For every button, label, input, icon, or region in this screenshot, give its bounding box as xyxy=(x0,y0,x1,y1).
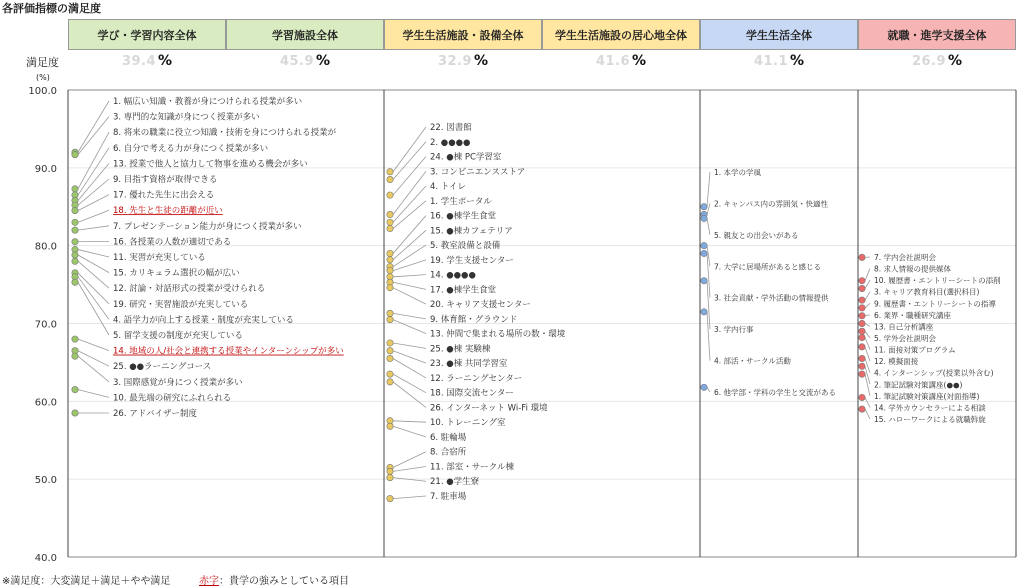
point-label: 7. 学内会社説明会 xyxy=(874,253,937,262)
data-point xyxy=(701,250,707,256)
data-point xyxy=(387,474,393,480)
data-point xyxy=(387,379,393,385)
data-point xyxy=(859,254,865,260)
leader-line xyxy=(393,288,426,304)
data-point xyxy=(387,284,393,290)
satisfaction-label: 満足度 xyxy=(26,56,59,69)
leader-line xyxy=(78,132,109,189)
point-label: 3. 専門的な知識が身につく授業が多い xyxy=(113,112,260,123)
leader-line xyxy=(78,277,109,320)
point-label: 22. 図書館 xyxy=(430,123,472,133)
satisfaction-number: 41.6 xyxy=(595,53,631,69)
leader-line xyxy=(393,186,426,222)
leader-line xyxy=(393,466,426,471)
leader-line xyxy=(78,148,109,195)
leader-line xyxy=(865,374,870,396)
footer-note xyxy=(2,572,349,587)
data-point xyxy=(387,169,393,175)
satisfaction-number: 39.4 xyxy=(121,53,157,69)
leader-line xyxy=(78,390,109,398)
point-label: 6. 他学部・学科の学生と交流がある xyxy=(714,388,837,397)
data-point xyxy=(387,176,393,182)
point-label: 1. 筆記試験対策講座(対面指導) xyxy=(874,391,980,401)
leader-line xyxy=(865,347,870,361)
leader-line xyxy=(865,269,870,281)
point-label: 18. 先生と生徒の距離が近い xyxy=(113,206,223,217)
point-label: 18. 国際交流センター xyxy=(430,388,514,399)
point-label: 3. 国際感覚が身につく授業が多い xyxy=(113,377,243,388)
point-label: 9. 体育館・グラウンド xyxy=(430,314,518,325)
leader-line xyxy=(78,179,109,205)
point-label: 3. コンビニエンスストア xyxy=(430,167,526,178)
leader-line xyxy=(78,273,109,304)
point-label: 25. ●棟 実験棟 xyxy=(430,344,491,355)
leader-line xyxy=(707,387,710,392)
data-point xyxy=(72,227,78,233)
data-point xyxy=(387,225,393,231)
leader-line xyxy=(78,255,109,273)
point-label: 15. カリキュラム選択の幅が広い xyxy=(113,268,240,279)
leader-line xyxy=(78,351,109,366)
point-label: 4. 部活・サークル活動 xyxy=(714,356,791,366)
leader-line xyxy=(78,226,109,230)
data-point xyxy=(701,309,707,315)
leader-line xyxy=(78,339,109,351)
point-label: 26. インターネット Wi-Fi 環境 xyxy=(430,403,548,414)
leader-line xyxy=(393,275,426,277)
leader-line xyxy=(393,496,426,499)
header-category-3: 学生生活施設・設備全体 xyxy=(384,19,542,50)
footer-definition: ※満足度：大変満足＋満足＋やや満足 xyxy=(2,576,171,587)
leader-line xyxy=(393,374,426,393)
point-label: 10. 履歴書・エントリーシートの添削 xyxy=(874,276,1001,286)
y-tick-label: 70.0 xyxy=(34,319,57,331)
data-point xyxy=(859,406,865,412)
data-point xyxy=(387,211,393,217)
data-point xyxy=(701,384,707,390)
leader-line xyxy=(78,195,109,211)
leader-line xyxy=(393,421,426,422)
leader-line xyxy=(393,260,426,271)
data-point xyxy=(72,252,78,258)
leader-line xyxy=(865,292,870,300)
leader-line xyxy=(393,127,426,172)
leader-line xyxy=(393,343,426,348)
leader-line xyxy=(865,359,870,373)
point-label: 8. 将来の職業に役立つ知識・技術を身につけられる授業が xyxy=(113,128,337,139)
leader-line xyxy=(865,338,870,350)
data-point xyxy=(72,151,78,157)
data-point xyxy=(72,336,78,342)
data-point xyxy=(859,355,865,361)
data-point xyxy=(387,340,393,346)
point-label: 11. 面接対策プログラム xyxy=(874,345,956,355)
y-tick-label: 80.0 xyxy=(34,241,57,253)
point-label: 3. キャリア教育科目(選択科目) xyxy=(874,287,980,297)
point-label: 15. ●棟カフェテリア xyxy=(430,226,513,237)
point-label: 14. 地域の人/社会と連携する授業やインターンシップが多い xyxy=(113,346,344,357)
data-point xyxy=(72,258,78,264)
point-label: 3. 学内行事 xyxy=(714,325,754,335)
point-label: 13. 授業で他人と協力して物事を進める機会が多い xyxy=(113,159,308,170)
data-point xyxy=(72,186,78,192)
leader-line xyxy=(865,280,870,288)
point-label: 13. 仲間で集まれる場所の数・環境 xyxy=(430,329,566,340)
point-label: 11. 部室・サークル棟 xyxy=(430,462,514,473)
point-label: 7. 大学に居場所があると感じる xyxy=(714,262,822,272)
data-point xyxy=(859,285,865,291)
point-label: 5. 教室設備と設備 xyxy=(430,241,501,252)
satisfaction-number: 26.9 xyxy=(911,53,947,69)
point-label: 1. 幅広い知識・教養が身につけられる授業が多い xyxy=(113,97,303,107)
leader-line xyxy=(393,452,426,468)
leader-line xyxy=(865,409,870,419)
point-label: 11. 実習が充実している xyxy=(113,253,206,263)
leader-line xyxy=(393,313,426,318)
point-label: 2. ●●●● xyxy=(430,137,471,148)
point-label: 7. プレゼンテーション能力が身につく授業が多い xyxy=(113,221,302,232)
data-point xyxy=(387,267,393,273)
data-point xyxy=(859,297,865,303)
data-point xyxy=(72,279,78,285)
point-label: 17. 優れた先生に出会える xyxy=(113,190,215,201)
data-point xyxy=(72,353,78,359)
leader-line xyxy=(393,320,426,334)
point-label: 5. 留学支援の制度が充実している xyxy=(113,331,243,341)
unit-label: (%) xyxy=(36,73,50,82)
data-point xyxy=(387,355,393,361)
data-point xyxy=(859,328,865,334)
point-label: 4. トイレ xyxy=(430,182,466,193)
point-label: 1. 本学の学風 xyxy=(714,168,762,177)
point-label: 24. ●棟 PC学習室 xyxy=(430,152,502,163)
point-label: 2. 筆記試験対策講座(●●) xyxy=(874,380,963,390)
point-label: 14. 学外カウンセラーによる相談 xyxy=(874,403,986,413)
leader-line xyxy=(393,282,426,289)
leader-line xyxy=(78,282,109,335)
data-point xyxy=(859,305,865,311)
leader-line xyxy=(865,303,870,308)
point-label: 8. 合宿所 xyxy=(430,447,467,458)
leader-line xyxy=(78,356,109,382)
point-label: 9. 履歴書・エントリーシートの指導 xyxy=(874,299,996,309)
leader-line xyxy=(393,171,426,214)
data-point xyxy=(387,310,393,316)
point-label: 9. 目指す資格が取得できる xyxy=(113,175,218,185)
y-tick-label: 40.0 xyxy=(34,553,57,564)
data-point xyxy=(387,371,393,377)
footer-red-legend: 赤字 xyxy=(199,576,219,587)
header-category-6: 就職・進学支援全体 xyxy=(858,19,1016,50)
data-point xyxy=(859,344,865,350)
point-label: 26. アドバイザー制度 xyxy=(113,409,198,419)
leader-line xyxy=(865,366,870,384)
data-point xyxy=(72,219,78,225)
point-label: 12. ラーニングセンター xyxy=(430,373,523,384)
point-label: 12. 模擬面接 xyxy=(874,357,919,367)
leader-line xyxy=(393,382,426,408)
leader-line xyxy=(707,172,710,207)
leader-line xyxy=(78,250,109,257)
data-point xyxy=(72,386,78,392)
point-label: 10. トレーニング室 xyxy=(430,418,506,429)
point-label: 6. 自分で考える力が身につく授業が多い xyxy=(113,143,269,154)
data-point xyxy=(859,334,865,340)
data-point xyxy=(859,277,865,283)
leader-line xyxy=(393,142,426,180)
leader-line xyxy=(707,218,710,234)
point-label: 15. ハローワークによる就職斡旋 xyxy=(874,415,986,424)
point-label: 2. キャンパス内の雰囲気・快適性 xyxy=(714,199,829,209)
percent-sign: % xyxy=(948,53,963,69)
percent-sign: % xyxy=(316,53,331,69)
percent-sign: % xyxy=(158,53,173,69)
point-label: 21. ●学生寮 xyxy=(430,477,480,488)
y-tick-label: 60.0 xyxy=(34,397,57,409)
leader-line xyxy=(393,426,426,437)
point-label: 19. 学生支援センター xyxy=(430,255,514,266)
page-title: 各評価指標の満足度 xyxy=(2,2,101,15)
leader-line xyxy=(78,261,109,288)
data-point xyxy=(387,192,393,198)
data-point xyxy=(701,277,707,283)
satisfaction-number: 41.1 xyxy=(753,53,789,69)
header-category-1: 学び・学習内容全体 xyxy=(68,19,226,50)
point-label: 17. ●棟学生食堂 xyxy=(430,285,497,296)
point-label: 20. キャリア支援センター xyxy=(430,300,531,311)
data-point xyxy=(387,219,393,225)
leader-line xyxy=(865,315,870,316)
percent-sign: % xyxy=(474,53,489,69)
data-point xyxy=(859,313,865,319)
data-point xyxy=(859,320,865,326)
y-tick-label: 100.0 xyxy=(28,86,57,97)
leader-line xyxy=(865,397,870,407)
percent-sign: % xyxy=(790,53,805,69)
point-label: 3. 社会貢献・学外活動の情報提供 xyxy=(714,293,829,303)
leader-line xyxy=(78,101,109,152)
point-label: 19. 研究・実習施設が充実している xyxy=(113,299,249,310)
point-label: 12. 討論・対話形式の授業が受けられる xyxy=(113,284,266,295)
point-label: 1. 学生ポータル xyxy=(430,196,492,207)
point-label: 5. 親友との出会いがある xyxy=(714,230,799,240)
leader-line xyxy=(393,157,426,196)
data-point xyxy=(701,204,707,210)
header-category-4: 学生生活施設の居心地全体 xyxy=(542,19,700,50)
header-category-5: 学生生活全体 xyxy=(700,19,858,50)
header-category-2: 学習施設全体 xyxy=(226,19,384,50)
leader-line xyxy=(78,163,109,200)
point-label: 4. インターンシップ(授業以外含む) xyxy=(874,368,994,378)
data-point xyxy=(72,410,78,416)
point-label: 7. 駐車場 xyxy=(430,492,467,502)
point-label: 8. 求人情報の提供媒体 xyxy=(874,264,952,274)
data-point xyxy=(387,348,393,354)
leader-line xyxy=(78,210,109,222)
data-point xyxy=(387,468,393,474)
satisfaction-number: 45.9 xyxy=(279,53,315,69)
percent-sign: % xyxy=(632,53,647,69)
point-label: 25. ●●ラーニングコース xyxy=(113,362,212,373)
data-point xyxy=(859,363,865,369)
satisfaction-number: 32.9 xyxy=(437,53,473,69)
footer-red-description: ：貴学の強みとしている項目 xyxy=(219,576,349,587)
leader-line xyxy=(78,117,109,155)
leader-line xyxy=(865,331,870,338)
data-point xyxy=(387,495,393,501)
data-point xyxy=(387,256,393,262)
point-label: 16. 各授業の人数が適切である xyxy=(113,237,232,248)
data-point xyxy=(387,250,393,256)
point-label: 6. 業界・職種研究講座 xyxy=(874,310,952,320)
y-tick-label: 90.0 xyxy=(34,163,57,175)
y-tick-label: 50.0 xyxy=(34,475,57,487)
data-point xyxy=(387,423,393,429)
data-point xyxy=(72,239,78,245)
data-point xyxy=(701,215,707,221)
data-point xyxy=(859,394,865,400)
data-point xyxy=(701,242,707,248)
point-label: 5. 学外会社説明会 xyxy=(874,334,937,343)
data-point xyxy=(859,371,865,377)
point-label: 16. ●棟学生食堂 xyxy=(430,211,497,222)
point-label: 4. 語学力が向上する授業・制度が充実している xyxy=(113,315,294,326)
point-label: 6. 駐輪場 xyxy=(430,432,467,443)
leader-line xyxy=(393,201,426,229)
point-label: 23. ●棟 共同学習室 xyxy=(430,359,508,370)
data-point xyxy=(387,316,393,322)
point-label: 13. 自己分析講座 xyxy=(874,322,934,332)
data-point xyxy=(72,207,78,213)
point-label: 10. 最先端の研究にふれられる xyxy=(113,393,232,404)
point-label: 14. ●●●● xyxy=(430,270,476,281)
